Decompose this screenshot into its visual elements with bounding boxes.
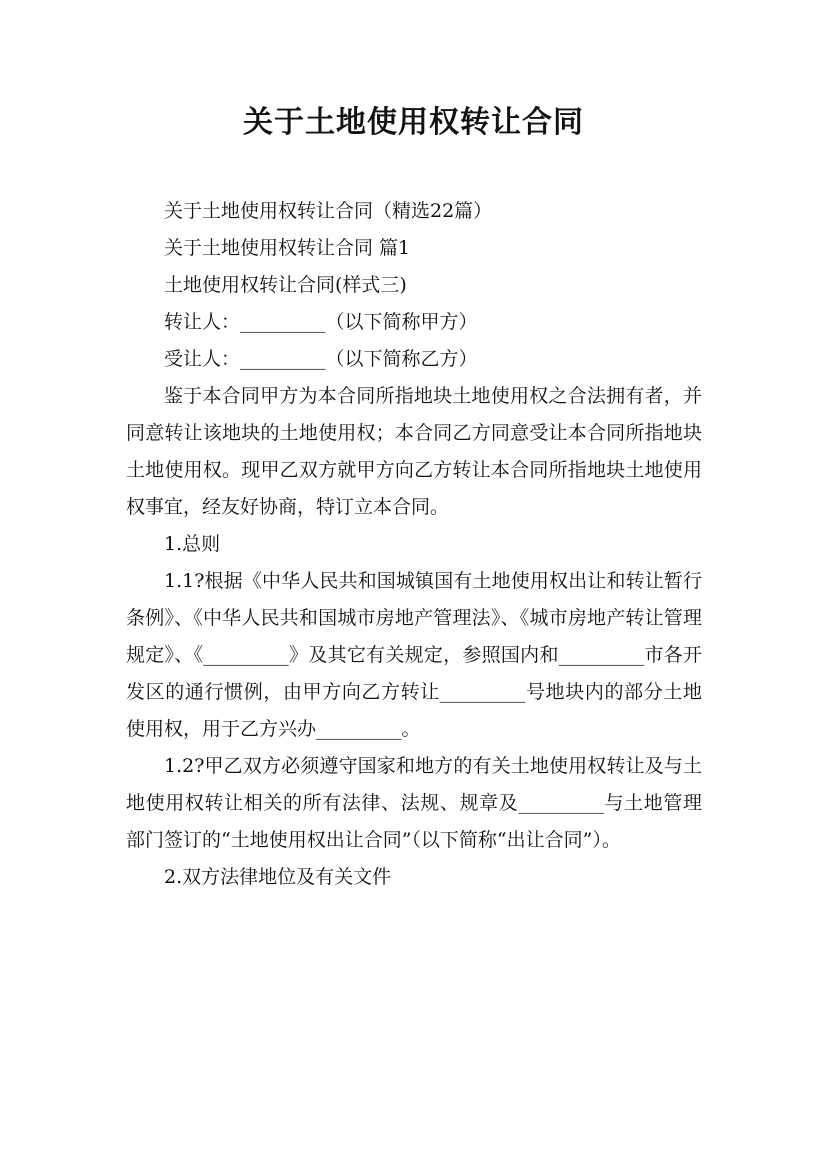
paragraph-clause-1-1: 1.1?根据《中华人民共和国城镇国有土地使用权出让和转让暂行条例》、《中华人民共和国城市房地产管理法》、《城市房地产转让管理规定》、《_________》及其它有关规定，参照国内和_________市各开发区的通行惯例，由甲方向乙方转让_________号地块内的部分土地使用权，用于乙方兴办_________。: [126, 570, 702, 740]
document-title: 关于土地使用权转让合同: [243, 105, 584, 140]
paragraph-section-2: 2.双方法律地位及有关文件: [164, 866, 392, 888]
paragraph-transferee: 受让人：_________（以下简称乙方）: [164, 348, 478, 370]
paragraph-clause-1-2: 1.2?甲乙双方必须遵守国家和地方的有关土地使用权转让及与土地使用权转让相关的所有法律、法规、规章及_________与土地管理部门签订的“土地使用权出让合同”（以下简称“出让合同”）。: [126, 755, 702, 851]
paragraph-transferor: 转让人：_________（以下简称甲方）: [164, 311, 478, 333]
paragraph-general-provisions: 1.总则: [164, 533, 221, 555]
document-body: [126, 193, 702, 896]
paragraph-contract-form: 土地使用权转让合同(样式三): [164, 274, 407, 296]
paragraph-section-heading: 关于土地使用权转让合同 篇1: [164, 237, 411, 259]
paragraph-subtitle: 关于土地使用权转让合同（精选22篇）: [164, 200, 493, 222]
paragraph-preamble: 鉴于本合同甲方为本合同所指地块土地使用权之合法拥有者，并同意转让该地块的土地使用权；本合同乙方同意受让本合同所指地块土地使用权。现甲乙双方就甲方向乙方转让本合同所指地块土地使用权事宜，经友好协商，特订立本合同。: [126, 385, 702, 518]
